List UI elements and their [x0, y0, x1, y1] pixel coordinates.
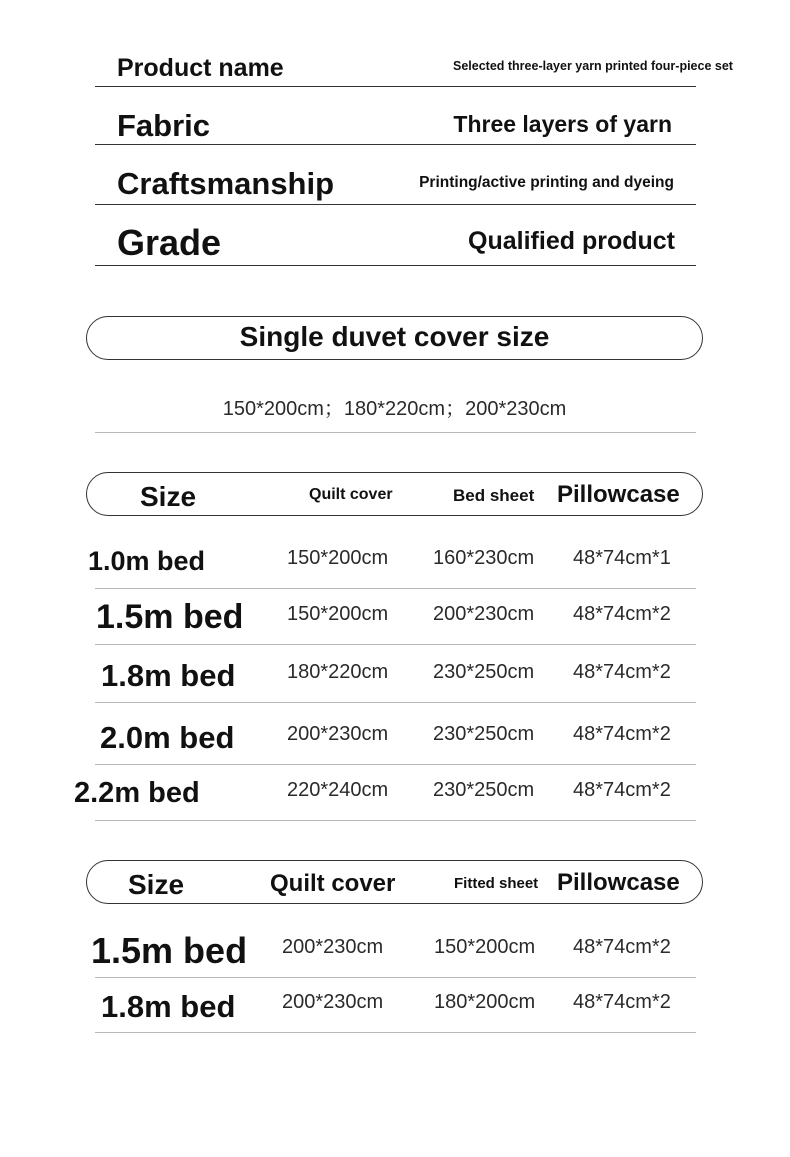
spec-value-fabric: Three layers of yarn — [453, 111, 672, 137]
row-size: 1.0m bed — [88, 546, 206, 576]
table1-header-pillowcase: Pillowcase — [557, 481, 680, 508]
spec-label-fabric: Fabric — [117, 108, 211, 143]
row-size: 1.8m bed — [101, 658, 236, 693]
row-bed-sheet: 230*250cm — [433, 661, 535, 683]
spec-value-grade: Qualified product — [468, 227, 675, 255]
table2-header-size: Size — [128, 869, 185, 900]
table2-header-fitted-sheet: Fitted sheet — [454, 875, 539, 892]
divider — [95, 764, 696, 765]
row-fitted-sheet: 180*200cm — [434, 991, 536, 1013]
table1-header-size: Size — [140, 481, 197, 512]
row-pillowcase: 48*74cm*2 — [573, 936, 671, 958]
row-size: 1.5m bed — [96, 598, 244, 636]
row-quilt-cover: 150*200cm — [287, 603, 389, 625]
row-quilt-cover: 200*230cm — [287, 723, 389, 745]
row-quilt-cover: 220*240cm — [287, 779, 389, 801]
duvet-sizes: 150*200cm；180*220cm；200*230cm — [222, 398, 567, 420]
row-pillowcase: 48*74cm*2 — [573, 723, 671, 745]
row-quilt-cover: 200*230cm — [282, 991, 384, 1013]
row-quilt-cover: 180*220cm — [287, 661, 389, 683]
row-size: 1.5m bed — [91, 930, 248, 971]
divider — [95, 204, 696, 205]
divider — [95, 265, 696, 266]
row-pillowcase: 48*74cm*2 — [573, 779, 671, 801]
divider — [95, 644, 696, 645]
divider — [95, 432, 696, 433]
spec-label-product-name: Product name — [117, 54, 284, 82]
spec-label-craftsmanship: Craftsmanship — [117, 166, 335, 201]
divider — [95, 144, 696, 145]
divider — [95, 86, 696, 87]
table2-header-quilt-cover: Quilt cover — [270, 870, 396, 897]
row-pillowcase: 48*74cm*2 — [573, 991, 671, 1013]
divider — [95, 702, 696, 703]
duvet-title: Single duvet cover size — [239, 321, 550, 352]
row-pillowcase: 48*74cm*1 — [573, 547, 671, 569]
spec-value-product-name: Selected three-layer yarn printed four-piece set — [453, 59, 733, 73]
row-pillowcase: 48*74cm*2 — [573, 603, 671, 625]
table1-header-quilt-cover: Quilt cover — [309, 486, 393, 503]
row-bed-sheet: 200*230cm — [433, 603, 535, 625]
row-bed-sheet: 230*250cm — [433, 779, 535, 801]
spec-label-grade: Grade — [117, 222, 222, 263]
row-quilt-cover: 200*230cm — [282, 936, 384, 958]
divider — [95, 1032, 696, 1033]
row-size: 2.2m bed — [74, 777, 200, 809]
row-size: 1.8m bed — [101, 989, 236, 1024]
row-bed-sheet: 160*230cm — [433, 547, 535, 569]
spec-value-craftsmanship: Printing/active printing and dyeing — [419, 174, 674, 191]
row-pillowcase: 48*74cm*2 — [573, 661, 671, 683]
table1-header-bed-sheet: Bed sheet — [453, 486, 535, 505]
divider — [95, 588, 696, 589]
table2-header-pillowcase: Pillowcase — [557, 869, 680, 896]
row-size: 2.0m bed — [100, 720, 235, 755]
divider — [95, 820, 696, 821]
row-quilt-cover: 150*200cm — [287, 547, 389, 569]
row-bed-sheet: 230*250cm — [433, 723, 535, 745]
divider — [95, 977, 696, 978]
row-fitted-sheet: 150*200cm — [434, 936, 536, 958]
